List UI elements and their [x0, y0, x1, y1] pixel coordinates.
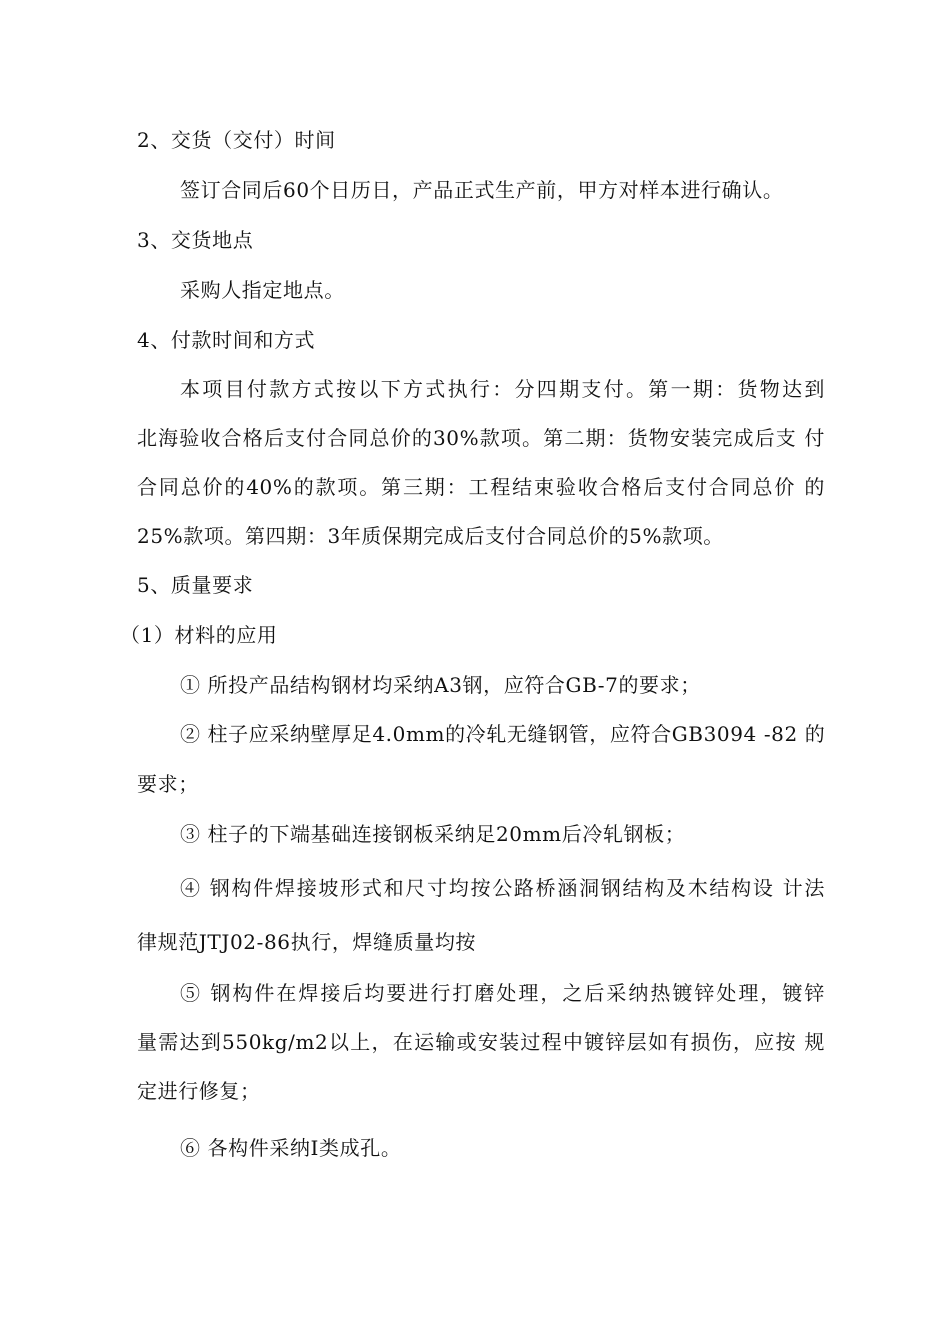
paragraph-line: 25%款项。第四期：3年质保期完成后支付合同总价的5%款项。	[137, 524, 724, 548]
paragraph-line: 量需达到550kg/m2以上，在运输或安装过程中镀锌层如有损伤，应按 规	[137, 1030, 825, 1054]
paragraph-line: 要求；	[137, 772, 199, 796]
section-heading-delivery-time: 2、交货（交付）时间	[137, 128, 336, 152]
list-item: ⑥ 各构件采纳Ⅰ类成孔。	[180, 1136, 402, 1160]
list-item: ③ 柱子的下端基础连接钢板采纳足20mm后冷轧钢板；	[180, 822, 686, 846]
paragraph-line: 合同总价的40%的款项。第三期：工程结束验收合格后支付合同总价 的	[137, 475, 825, 499]
paragraph-line: 律规范JTJ02-86执行，焊缝质量均按	[137, 930, 477, 954]
paragraph-line: 北海验收合格后支付合同总价的30%款项。第二期：货物安装完成后支 付	[137, 426, 825, 450]
paragraph-line: 定进行修复；	[137, 1079, 261, 1103]
section-heading-quality: 5、质量要求	[137, 573, 254, 597]
paragraph-line: 签订合同后60个日历日，产品正式生产前，甲方对样本进行确认。	[180, 178, 784, 202]
section-heading-payment: 4、付款时间和方式	[137, 328, 316, 352]
paragraph-line: 本项目付款方式按以下方式执行：分四期支付。第一期：货物达到	[180, 377, 825, 401]
paragraph-line: 采购人指定地点。	[180, 278, 345, 302]
list-item: ① 所投产品结构钢材均采纳A3钢，应符合GB-7的要求；	[180, 673, 701, 697]
list-item: ⑤ 钢构件在焊接后均要进行打磨处理，之后采纳热镀锌处理，镀锌	[180, 981, 825, 1005]
section-heading-delivery-place: 3、交货地点	[137, 228, 254, 252]
subsection-heading-materials: （1）材料的应用	[120, 623, 278, 647]
list-item: ② 柱子应采纳壁厚足4.0mm的冷轧无缝钢管，应符合GB3094 -82 的	[180, 722, 826, 746]
list-item: ④ 钢构件焊接坡形式和尺寸均按公路桥涵洞钢结构及木结构设 计法	[180, 876, 825, 900]
